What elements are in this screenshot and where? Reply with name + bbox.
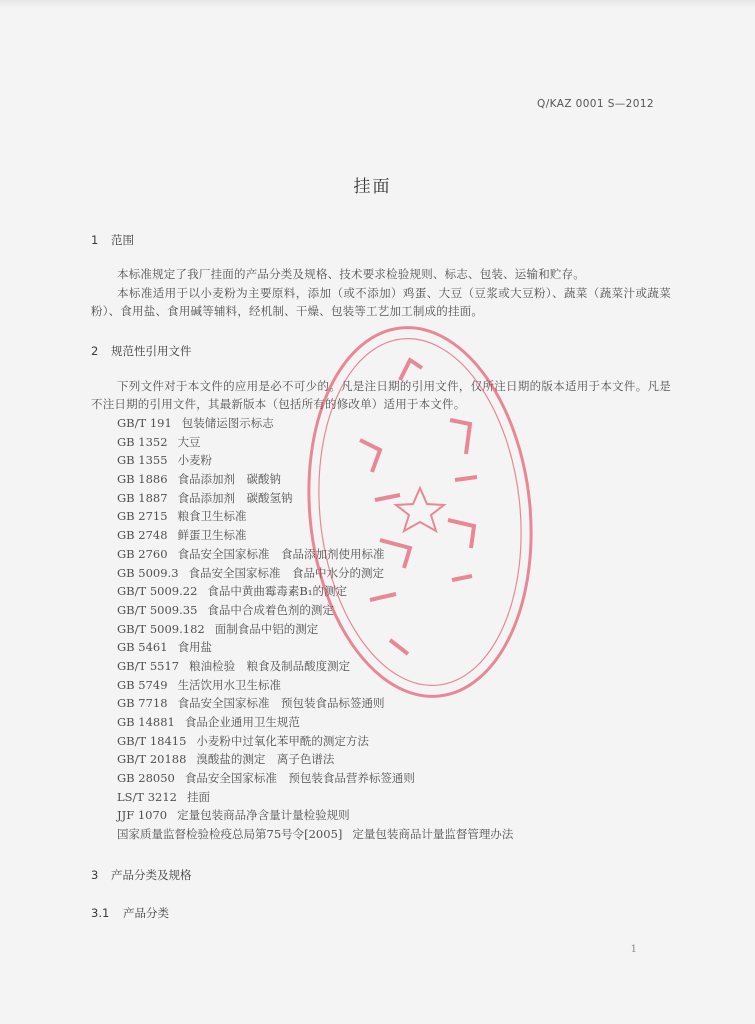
section-number: 2 bbox=[91, 344, 99, 358]
reference-item: GB 14881 食品企业通用卫生规范 bbox=[117, 715, 300, 729]
reference-item: GB 5749 生活饮用水卫生标准 bbox=[117, 677, 282, 692]
section-number: 3 bbox=[91, 868, 99, 882]
reference-item: GB 2760 食品安全国家标准 食品添加剂使用标准 bbox=[117, 546, 385, 561]
section-number: 3.1 bbox=[91, 906, 110, 920]
section-title: 规范性引用文件 bbox=[111, 344, 192, 358]
reference-item: GB 2715 粮食卫生标准 bbox=[117, 509, 247, 524]
reference-item: GB 2748 鲜蛋卫生标准 bbox=[117, 528, 247, 543]
document-title: 挂面 bbox=[353, 177, 392, 197]
scope-paragraph-1: 本标准规定了我厂挂面的产品分类及规格、技术要求检验规则、标志、包装、运输和贮存。 bbox=[117, 267, 585, 281]
section-3-heading bbox=[91, 867, 192, 883]
section-2-heading bbox=[91, 343, 192, 359]
reference-item: GB/T 5517 粮油检验 粮食及制品酸度测定 bbox=[117, 658, 351, 673]
reference-item: GB 1886 食品添加剂 碳酸钠 bbox=[117, 472, 282, 487]
reference-item: GB/T 18415 小麦粉中过氧化苯甲酰的测定方法 bbox=[117, 733, 369, 748]
section-1-heading bbox=[91, 232, 134, 248]
reference-item: GB/T 5009.182 面制食品中铝的测定 bbox=[117, 621, 319, 636]
reference-item: GB 28050 食品安全国家标准 预包装食品营养标签通则 bbox=[117, 771, 415, 786]
reference-item: GB/T 20188 溴酸盐的测定 离子色谱法 bbox=[117, 752, 335, 767]
section-number: 1 bbox=[91, 233, 99, 247]
reference-item: 国家质量监督检验检疫总局第75号令[2005] 定量包装商品计量监督管理办法 bbox=[117, 827, 514, 842]
reference-item: JJF 1070 定量包装商品净含量计量检验规则 bbox=[117, 808, 350, 823]
reference-item: GB 5009.3 食品安全国家标准 食品中水分的测定 bbox=[117, 565, 385, 580]
section-3-1-heading bbox=[91, 905, 169, 921]
standard-code: Q/KAZ 0001 S—2012 bbox=[537, 98, 654, 110]
reference-list bbox=[117, 414, 513, 844]
reference-item: GB 5461 食用盐 bbox=[117, 640, 213, 655]
reference-item: GB 1887 食品添加剂 碳酸氢钠 bbox=[117, 490, 293, 505]
scope-paragraph-2: 本标准适用于以小麦粉为主要原料，添加（或不添加）鸡蛋、大豆（豆浆或大豆粉）、蔬菜（蔬菜汁或蔬菜粉）、食用盐、食用碱等辅料，经机制、干燥、包装等工艺加工制成的挂面。 bbox=[91, 286, 671, 318]
reference-item: LS/T 3212 挂面 bbox=[117, 789, 210, 804]
reference-item: GB 7718 食品安全国家标准 预包装食品标签通则 bbox=[117, 696, 385, 711]
section-title: 产品分类 bbox=[123, 906, 169, 920]
page-number: 1 bbox=[630, 944, 637, 955]
references-intro: 下列文件对于本文件的应用是必不可少的。凡是注日期的引用文件，仅所注日期的版本适用于本文件。凡是不注日期的引用文件，其最新版本（包括所有的修改单）适用于本文件。 bbox=[91, 379, 671, 411]
reference-item: GB/T 191 包装储运图示标志 bbox=[117, 416, 274, 430]
reference-item: GB 1355 小麦粉 bbox=[117, 453, 213, 468]
reference-item: GB 1352 大豆 bbox=[117, 434, 201, 449]
reference-item: GB/T 5009.35 食品中合成着色剂的测定 bbox=[117, 602, 334, 617]
reference-item: GB/T 5009.22 食品中黄曲霉毒素B₁的测定 bbox=[117, 584, 347, 599]
section-title: 范围 bbox=[111, 233, 134, 247]
scan-edge bbox=[0, 0, 755, 8]
section-title: 产品分类及规格 bbox=[111, 868, 192, 882]
